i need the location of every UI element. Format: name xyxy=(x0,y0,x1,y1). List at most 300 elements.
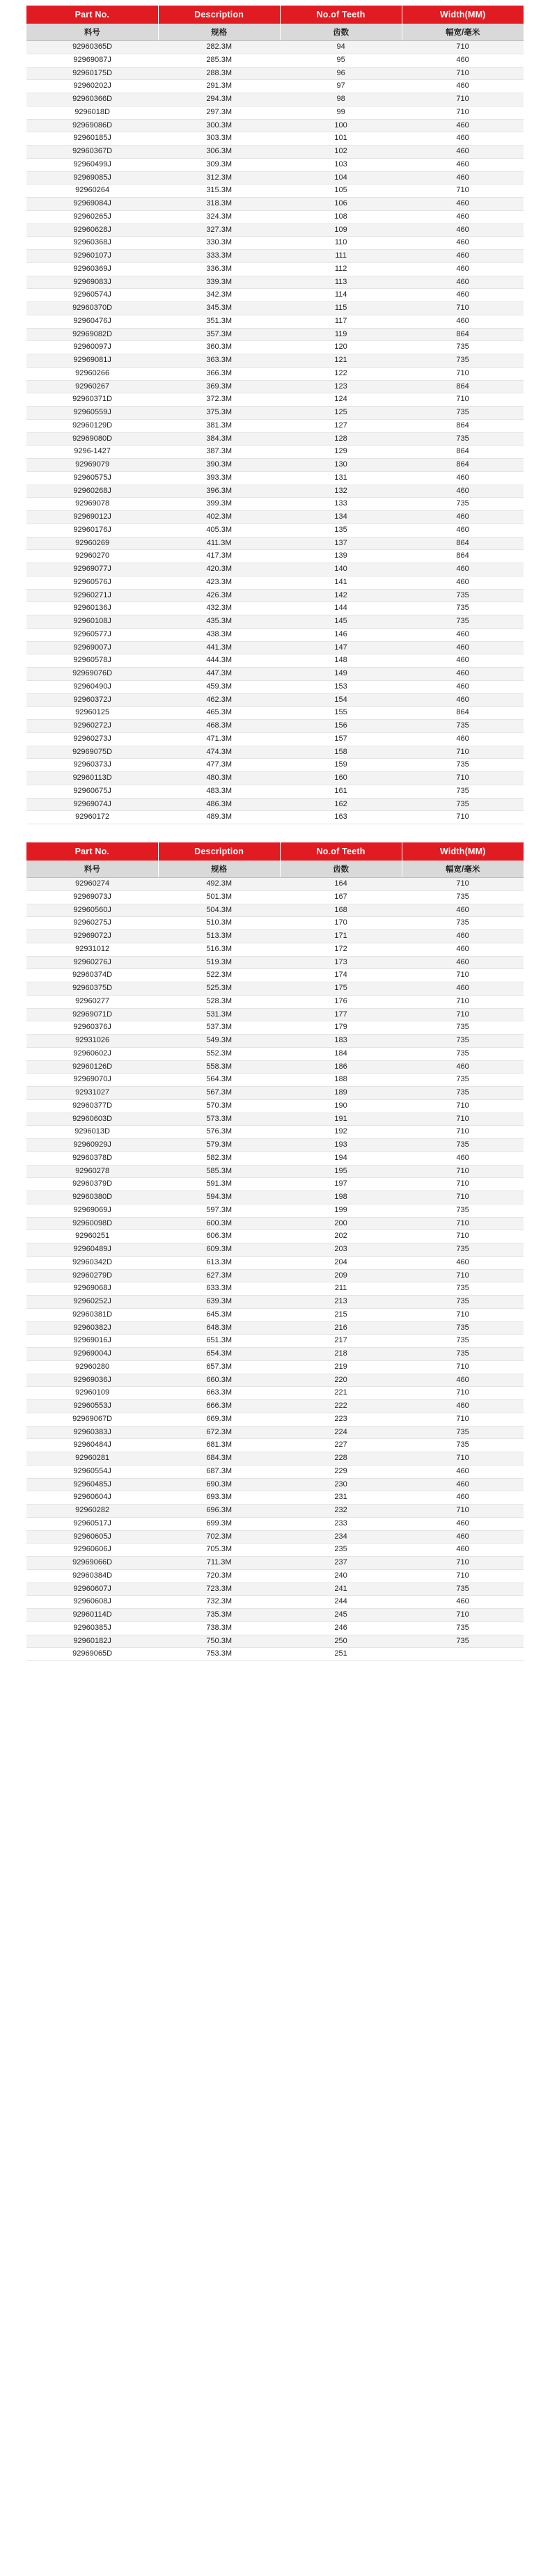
table-2-body xyxy=(26,878,524,1661)
cell-description: 720.3M xyxy=(158,1569,280,1582)
cell-description: 381.3M xyxy=(158,419,280,432)
cell-part-no: 92960377D xyxy=(26,1099,158,1113)
cell-description: 300.3M xyxy=(158,119,280,132)
cell-part-no: 92960129D xyxy=(26,419,158,432)
cell-width: 710 xyxy=(402,969,524,982)
cell-width: 460 xyxy=(402,1478,524,1491)
cell-part-no: 92960604J xyxy=(26,1491,158,1505)
cell-part-no: 92960476J xyxy=(26,315,158,328)
table-row xyxy=(26,1178,524,1191)
cell-width: 710 xyxy=(402,1217,524,1230)
cell-description: 282.3M xyxy=(158,41,280,54)
table-1-header-row-en xyxy=(26,6,524,24)
table-row xyxy=(26,798,524,811)
cell-part-no: 92960517J xyxy=(26,1517,158,1530)
cell-part-no: 92960489J xyxy=(26,1243,158,1257)
cell-description: 522.3M xyxy=(158,969,280,982)
cell-part-no: 92960272J xyxy=(26,720,158,733)
cell-no-of-teeth: 112 xyxy=(280,262,402,276)
cell-no-of-teeth: 219 xyxy=(280,1360,402,1374)
cell-part-no: 92960608J xyxy=(26,1596,158,1609)
cell-no-of-teeth: 96 xyxy=(280,67,402,80)
cell-no-of-teeth: 179 xyxy=(280,1021,402,1035)
cell-description: 666.3M xyxy=(158,1400,280,1413)
cell-width: 460 xyxy=(402,250,524,263)
cell-part-no: 92960182J xyxy=(26,1635,158,1648)
cell-width: 460 xyxy=(402,315,524,328)
cell-part-no: 92960559J xyxy=(26,407,158,420)
cell-description: 681.3M xyxy=(158,1439,280,1452)
cell-part-no: 92969036J xyxy=(26,1374,158,1387)
cell-no-of-teeth: 203 xyxy=(280,1243,402,1257)
cell-no-of-teeth: 98 xyxy=(280,93,402,107)
table-row xyxy=(26,1126,524,1139)
table-row xyxy=(26,132,524,146)
table-row xyxy=(26,1596,524,1609)
cell-part-no: 92969084J xyxy=(26,198,158,211)
cell-no-of-teeth: 215 xyxy=(280,1308,402,1321)
table-row xyxy=(26,1400,524,1413)
table-row xyxy=(26,250,524,263)
table-row xyxy=(26,93,524,107)
cell-part-no: 92960929J xyxy=(26,1139,158,1152)
table-row xyxy=(26,1491,524,1505)
cell-part-no: 92969069J xyxy=(26,1204,158,1217)
cell-description: 357.3M xyxy=(158,328,280,341)
cell-no-of-teeth: 176 xyxy=(280,995,402,1008)
cell-description: 687.3M xyxy=(158,1465,280,1478)
cell-description: 327.3M xyxy=(158,223,280,237)
cell-description: 375.3M xyxy=(158,407,280,420)
table-row xyxy=(26,262,524,276)
cell-description: 516.3M xyxy=(158,943,280,956)
cell-width: 864 xyxy=(402,537,524,550)
cell-no-of-teeth: 168 xyxy=(280,904,402,917)
cell-no-of-teeth: 240 xyxy=(280,1569,402,1582)
cell-no-of-teeth: 156 xyxy=(280,720,402,733)
cell-no-of-teeth: 155 xyxy=(280,707,402,720)
cell-part-no: 92960107J xyxy=(26,250,158,263)
cell-width: 460 xyxy=(402,524,524,537)
cell-description: 573.3M xyxy=(158,1113,280,1126)
cell-part-no: 92960574J xyxy=(26,289,158,302)
table-row xyxy=(26,354,524,368)
cell-description: 444.3M xyxy=(158,654,280,668)
cell-description: 660.3M xyxy=(158,1374,280,1387)
cell-no-of-teeth: 173 xyxy=(280,956,402,969)
table-row xyxy=(26,106,524,119)
table-row xyxy=(26,785,524,798)
cell-description: 564.3M xyxy=(158,1074,280,1087)
cell-description: 513.3M xyxy=(158,930,280,943)
cell-width: 735 xyxy=(402,759,524,772)
cell-description: 411.3M xyxy=(158,537,280,550)
cell-description: 702.3M xyxy=(158,1530,280,1544)
cell-part-no: 92960185J xyxy=(26,132,158,146)
cell-width: 710 xyxy=(402,1178,524,1191)
cell-description: 360.3M xyxy=(158,341,280,354)
table-row xyxy=(26,1152,524,1165)
table-row xyxy=(26,1165,524,1178)
column-header-width: Width(MM) xyxy=(402,842,524,861)
table-2-header xyxy=(26,842,524,878)
cell-part-no: 92960126D xyxy=(26,1060,158,1074)
cell-description: 525.3M xyxy=(158,982,280,996)
cell-description: 441.3M xyxy=(158,641,280,654)
cell-description: 372.3M xyxy=(158,393,280,407)
cell-description: 693.3M xyxy=(158,1491,280,1505)
cell-part-no: 92960278 xyxy=(26,1165,158,1178)
cell-no-of-teeth: 163 xyxy=(280,811,402,824)
table-row xyxy=(26,602,524,615)
cell-description: 735.3M xyxy=(158,1609,280,1622)
cell-width: 864 xyxy=(402,380,524,393)
cell-no-of-teeth: 160 xyxy=(280,772,402,785)
table-row xyxy=(26,289,524,302)
cell-part-no: 92931012 xyxy=(26,943,158,956)
cell-no-of-teeth: 109 xyxy=(280,223,402,237)
cell-no-of-teeth: 189 xyxy=(280,1087,402,1100)
cell-description: 576.3M xyxy=(158,1126,280,1139)
cell-width: 460 xyxy=(402,146,524,159)
cell-no-of-teeth: 251 xyxy=(280,1648,402,1661)
cell-no-of-teeth: 113 xyxy=(280,276,402,289)
cell-part-no: 92960108J xyxy=(26,615,158,629)
table-row xyxy=(26,654,524,668)
cell-description: 705.3M xyxy=(158,1544,280,1557)
cell-width: 710 xyxy=(402,878,524,891)
cell-description: 552.3M xyxy=(158,1047,280,1060)
cell-part-no: 92960202J xyxy=(26,80,158,93)
table-row xyxy=(26,1243,524,1257)
cell-description: 474.3M xyxy=(158,746,280,759)
cell-no-of-teeth: 97 xyxy=(280,80,402,93)
cell-width: 460 xyxy=(402,171,524,184)
cell-no-of-teeth: 245 xyxy=(280,1609,402,1622)
cell-description: 690.3M xyxy=(158,1478,280,1491)
cell-no-of-teeth: 172 xyxy=(280,943,402,956)
cell-no-of-teeth: 94 xyxy=(280,41,402,54)
cell-part-no: 92960554J xyxy=(26,1465,158,1478)
cell-width: 460 xyxy=(402,693,524,707)
cell-part-no: 92960342D xyxy=(26,1256,158,1269)
cell-description: 699.3M xyxy=(158,1517,280,1530)
cell-description: 417.3M xyxy=(158,550,280,563)
table-row xyxy=(26,1387,524,1400)
table-row xyxy=(26,759,524,772)
cell-no-of-teeth: 198 xyxy=(280,1191,402,1204)
cell-width: 460 xyxy=(402,54,524,67)
cell-no-of-teeth: 101 xyxy=(280,132,402,146)
table-row xyxy=(26,1204,524,1217)
cell-width: 460 xyxy=(402,1374,524,1387)
cell-no-of-teeth: 161 xyxy=(280,785,402,798)
cell-width: 710 xyxy=(402,1360,524,1374)
cell-no-of-teeth: 134 xyxy=(280,511,402,524)
column-header-part-no-cn: 料号 xyxy=(26,861,158,878)
cell-width: 460 xyxy=(402,158,524,171)
cell-no-of-teeth: 164 xyxy=(280,878,402,891)
table-row xyxy=(26,1360,524,1374)
cell-width: 460 xyxy=(402,1544,524,1557)
cell-no-of-teeth: 175 xyxy=(280,982,402,996)
cell-description: 363.3M xyxy=(158,354,280,368)
cell-no-of-teeth: 131 xyxy=(280,471,402,485)
cell-no-of-teeth: 120 xyxy=(280,341,402,354)
cell-width: 710 xyxy=(402,1387,524,1400)
cell-part-no: 92969068J xyxy=(26,1282,158,1296)
cell-width: 460 xyxy=(402,1152,524,1165)
table-row xyxy=(26,707,524,720)
cell-no-of-teeth: 132 xyxy=(280,485,402,498)
cell-description: 483.3M xyxy=(158,785,280,798)
cell-width: 710 xyxy=(402,1609,524,1622)
cell-width: 460 xyxy=(402,276,524,289)
cell-description: 613.3M xyxy=(158,1256,280,1269)
cell-part-no: 92969076D xyxy=(26,668,158,681)
cell-description: 570.3M xyxy=(158,1099,280,1113)
cell-no-of-teeth: 211 xyxy=(280,1282,402,1296)
table-row xyxy=(26,615,524,629)
column-header-description: Description xyxy=(158,6,280,24)
cell-no-of-teeth: 114 xyxy=(280,289,402,302)
spec-table-2 xyxy=(26,842,524,1661)
cell-width: 460 xyxy=(402,943,524,956)
cell-part-no: 92960607J xyxy=(26,1582,158,1596)
cell-part-no: 92960268J xyxy=(26,485,158,498)
cell-description: 465.3M xyxy=(158,707,280,720)
cell-no-of-teeth: 154 xyxy=(280,693,402,707)
cell-no-of-teeth: 235 xyxy=(280,1544,402,1557)
cell-width: 460 xyxy=(402,654,524,668)
cell-description: 648.3M xyxy=(158,1321,280,1335)
cell-no-of-teeth: 197 xyxy=(280,1178,402,1191)
table-row xyxy=(26,1335,524,1348)
cell-width: 735 xyxy=(402,1243,524,1257)
cell-width: 710 xyxy=(402,1113,524,1126)
cell-no-of-teeth: 184 xyxy=(280,1047,402,1060)
cell-part-no: 92969072J xyxy=(26,930,158,943)
cell-no-of-teeth: 162 xyxy=(280,798,402,811)
cell-width: 710 xyxy=(402,41,524,54)
table-row xyxy=(26,746,524,759)
cell-width: 460 xyxy=(402,628,524,641)
cell-width: 710 xyxy=(402,106,524,119)
cell-part-no: 92960275J xyxy=(26,917,158,930)
cell-part-no: 92960383J xyxy=(26,1426,158,1439)
cell-part-no: 92960606J xyxy=(26,1544,158,1557)
cell-description: 627.3M xyxy=(158,1269,280,1282)
table-row xyxy=(26,1505,524,1518)
cell-width: 735 xyxy=(402,1282,524,1296)
table-row xyxy=(26,1426,524,1439)
table-row xyxy=(26,720,524,733)
cell-no-of-teeth: 103 xyxy=(280,158,402,171)
cell-description: 558.3M xyxy=(158,1060,280,1074)
table-row xyxy=(26,41,524,54)
cell-width: 864 xyxy=(402,459,524,472)
cell-width: 864 xyxy=(402,328,524,341)
cell-part-no: 92960136J xyxy=(26,602,158,615)
cell-part-no: 92969067D xyxy=(26,1413,158,1426)
cell-no-of-teeth: 188 xyxy=(280,1074,402,1087)
table-row xyxy=(26,693,524,707)
table-row xyxy=(26,1544,524,1557)
table-row xyxy=(26,668,524,681)
cell-part-no: 92960373J xyxy=(26,759,158,772)
cell-description: 432.3M xyxy=(158,602,280,615)
cell-no-of-teeth: 244 xyxy=(280,1596,402,1609)
cell-width: 735 xyxy=(402,341,524,354)
cell-no-of-teeth: 216 xyxy=(280,1321,402,1335)
cell-no-of-teeth: 171 xyxy=(280,930,402,943)
cell-description: 480.3M xyxy=(158,772,280,785)
cell-width: 460 xyxy=(402,641,524,654)
table-row xyxy=(26,1374,524,1387)
cell-description: 732.3M xyxy=(158,1596,280,1609)
cell-width: 460 xyxy=(402,485,524,498)
table-row xyxy=(26,890,524,904)
spec-table-1 xyxy=(26,6,524,824)
cell-part-no: 92960378D xyxy=(26,1152,158,1165)
table-row xyxy=(26,563,524,576)
cell-part-no: 92960374D xyxy=(26,969,158,982)
cell-description: 600.3M xyxy=(158,1217,280,1230)
table-row xyxy=(26,772,524,785)
column-header-no-of-teeth: No.of Teeth xyxy=(280,6,402,24)
cell-width: 460 xyxy=(402,680,524,693)
cell-width: 460 xyxy=(402,1517,524,1530)
cell-description: 297.3M xyxy=(158,106,280,119)
table-row xyxy=(26,1113,524,1126)
cell-description: 591.3M xyxy=(158,1178,280,1191)
cell-part-no: 92960675J xyxy=(26,785,158,798)
table-row xyxy=(26,1074,524,1087)
cell-no-of-teeth: 111 xyxy=(280,250,402,263)
cell-width: 710 xyxy=(402,1308,524,1321)
cell-no-of-teeth: 183 xyxy=(280,1035,402,1048)
cell-width: 735 xyxy=(402,432,524,446)
cell-width: 735 xyxy=(402,602,524,615)
cell-width: 460 xyxy=(402,1256,524,1269)
cell-no-of-teeth: 148 xyxy=(280,654,402,668)
cell-part-no: 92960113D xyxy=(26,772,158,785)
cell-no-of-teeth: 137 xyxy=(280,537,402,550)
cell-part-no: 92960575J xyxy=(26,471,158,485)
cell-width: 735 xyxy=(402,1439,524,1452)
table-row xyxy=(26,1557,524,1570)
table-row xyxy=(26,419,524,432)
cell-description: 585.3M xyxy=(158,1165,280,1178)
cell-description: 315.3M xyxy=(158,184,280,198)
table-row xyxy=(26,380,524,393)
cell-part-no: 92960175D xyxy=(26,67,158,80)
cell-part-no: 92960365D xyxy=(26,41,158,54)
table-row xyxy=(26,276,524,289)
cell-width: 710 xyxy=(402,1230,524,1243)
cell-part-no: 92969004J xyxy=(26,1348,158,1361)
cell-description: 405.3M xyxy=(158,524,280,537)
cell-part-no: 92969081J xyxy=(26,354,158,368)
cell-width: 710 xyxy=(402,393,524,407)
cell-part-no: 92960109 xyxy=(26,1387,158,1400)
cell-width: 460 xyxy=(402,289,524,302)
table-row xyxy=(26,1348,524,1361)
cell-description: 351.3M xyxy=(158,315,280,328)
cell-part-no: 92960269 xyxy=(26,537,158,550)
cell-part-no: 92969012J xyxy=(26,511,158,524)
table-row xyxy=(26,1282,524,1296)
cell-description: 309.3M xyxy=(158,158,280,171)
cell-width: 735 xyxy=(402,1021,524,1035)
cell-width: 710 xyxy=(402,1413,524,1426)
cell-width: 735 xyxy=(402,1321,524,1335)
cell-no-of-teeth: 141 xyxy=(280,576,402,589)
cell-width: 460 xyxy=(402,982,524,996)
table-row xyxy=(26,732,524,746)
cell-description: 609.3M xyxy=(158,1243,280,1257)
cell-description: 345.3M xyxy=(158,302,280,315)
column-header-description-cn: 规格 xyxy=(158,24,280,41)
cell-part-no: 92960560J xyxy=(26,904,158,917)
cell-part-no: 92969082D xyxy=(26,328,158,341)
cell-no-of-teeth: 157 xyxy=(280,732,402,746)
cell-part-no: 92960267 xyxy=(26,380,158,393)
cell-part-no: 92960366D xyxy=(26,93,158,107)
cell-no-of-teeth: 123 xyxy=(280,380,402,393)
cell-no-of-teeth: 144 xyxy=(280,602,402,615)
cell-part-no: 92960274 xyxy=(26,878,158,891)
cell-no-of-teeth: 220 xyxy=(280,1374,402,1387)
cell-no-of-teeth: 221 xyxy=(280,1387,402,1400)
cell-description: 333.3M xyxy=(158,250,280,263)
cell-width: 735 xyxy=(402,1335,524,1348)
cell-description: 753.3M xyxy=(158,1648,280,1661)
cell-part-no: 92960125 xyxy=(26,707,158,720)
table-row xyxy=(26,223,524,237)
cell-no-of-teeth: 142 xyxy=(280,589,402,602)
cell-description: 489.3M xyxy=(158,811,280,824)
cell-no-of-teeth: 222 xyxy=(280,1400,402,1413)
cell-part-no: 92960605J xyxy=(26,1530,158,1544)
table-row xyxy=(26,1413,524,1426)
cell-no-of-teeth: 121 xyxy=(280,354,402,368)
cell-description: 669.3M xyxy=(158,1413,280,1426)
cell-description: 549.3M xyxy=(158,1035,280,1048)
cell-part-no: 92960097J xyxy=(26,341,158,354)
cell-width: 735 xyxy=(402,1087,524,1100)
cell-width: 460 xyxy=(402,1060,524,1074)
cell-no-of-teeth: 104 xyxy=(280,171,402,184)
table-row xyxy=(26,982,524,996)
cell-description: 579.3M xyxy=(158,1139,280,1152)
cell-no-of-teeth: 227 xyxy=(280,1439,402,1452)
cell-description: 645.3M xyxy=(158,1308,280,1321)
table-row xyxy=(26,498,524,511)
table-row xyxy=(26,67,524,80)
cell-part-no: 92969074J xyxy=(26,798,158,811)
table-row xyxy=(26,1648,524,1661)
cell-no-of-teeth: 230 xyxy=(280,1478,402,1491)
cell-no-of-teeth: 140 xyxy=(280,563,402,576)
table-row xyxy=(26,237,524,250)
table-row xyxy=(26,1269,524,1282)
cell-width: 710 xyxy=(402,1557,524,1570)
cell-width: 710 xyxy=(402,1569,524,1582)
cell-width: 460 xyxy=(402,1596,524,1609)
cell-width: 864 xyxy=(402,446,524,459)
cell-part-no: 92960628J xyxy=(26,223,158,237)
